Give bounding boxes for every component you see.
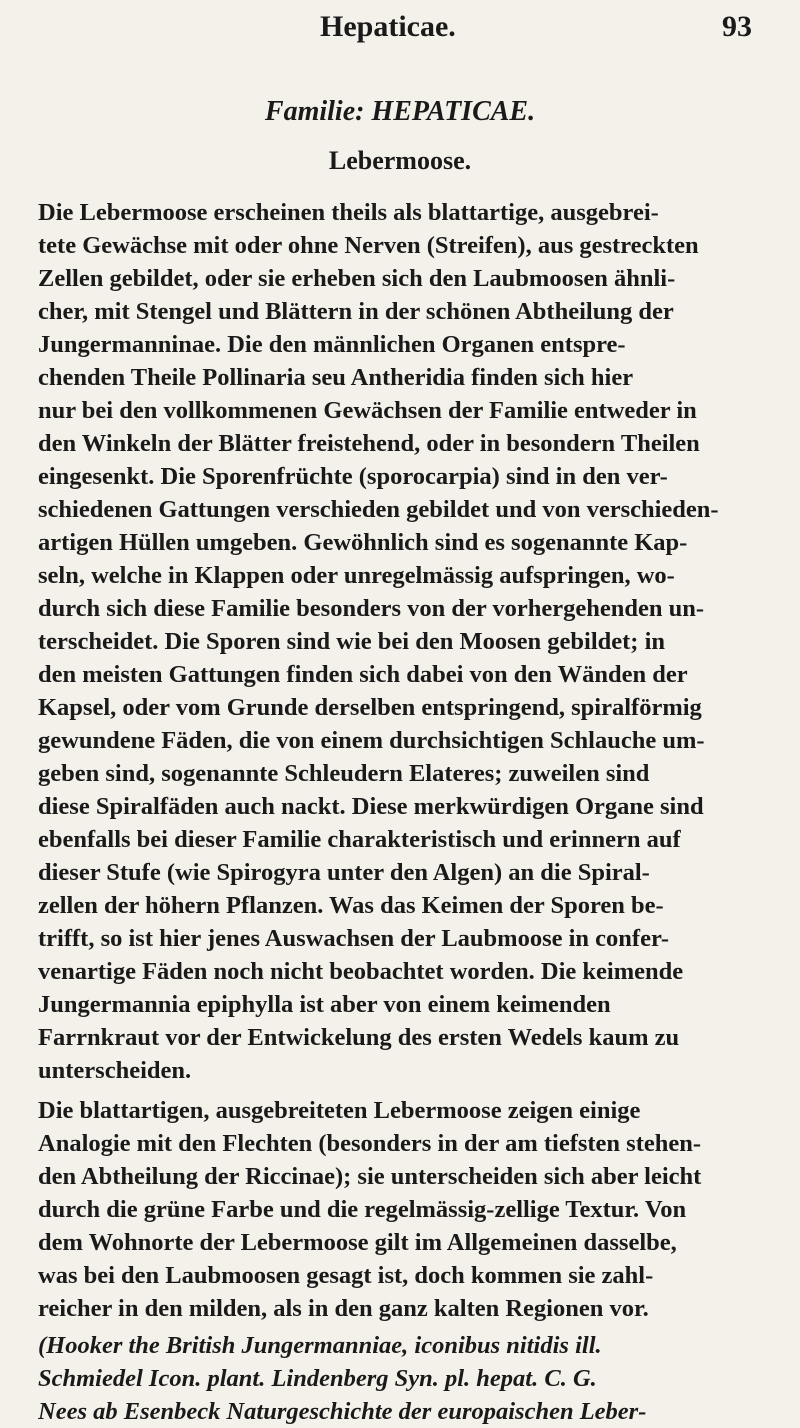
text-line: Jungermanninae. Die den männlichen Organen entspre- (38, 331, 626, 358)
text-line: Schmiedel Icon. plant. Lindenberg Syn. pl. hepat. C. G. (38, 1365, 597, 1392)
text-line: venartige Fäden noch nicht beobachtet worden. Die keimende (38, 958, 684, 985)
text-line: unterscheiden. (38, 1057, 192, 1084)
page-number: 93 (722, 10, 752, 43)
subheading: Lebermoose. (328, 146, 472, 175)
text-line: tete Gewächse mit oder ohne Nerven (Streifen), aus gestreckten (38, 232, 699, 259)
text-line: chenden Theile Pollinaria seu Antheridia finden sich hier (38, 364, 634, 391)
text-line: den Abtheilung der Riccinae); sie unterscheiden sich aber leicht (38, 1163, 702, 1190)
text-line: geben sind, sogenannte Schleudern Elateres; zuweilen sind (38, 760, 650, 787)
text-line: (Hooker the British Jungermanniae, iconibus nitidis ill. (38, 1332, 602, 1359)
text-line: Analogie mit den Flechten (besonders in der am tiefsten stehen- (38, 1130, 702, 1157)
family-heading: Familie: HEPATICAE. (264, 96, 536, 127)
text-line: eingesenkt. Die Sporenfrüchte (sporocarpia) sind in den ver- (38, 463, 668, 490)
text-line: terscheidet. Die Sporen sind wie bei den Moosen gebildet; in (38, 628, 666, 655)
text-line: artigen Hüllen umgeben. Gewöhnlich sind es sogenannte Kap- (38, 529, 688, 556)
text-line: cher, mit Stengel und Blättern in der schönen Abtheilung der (38, 298, 674, 325)
text-line: trifft, so ist hier jenes Auswachsen der Laubmoose in confer- (38, 925, 670, 952)
text-line: Die Lebermoose erscheinen theils als blattartige, ausgebrei- (38, 199, 659, 226)
text-line: was bei den Laubmoosen gesagt ist, doch kommen sie zahl- (38, 1262, 654, 1289)
text-line: ebenfalls bei dieser Familie charakteristisch und erinnern auf (38, 826, 681, 853)
text-line: schiedenen Gattungen verschieden gebildet und von verschieden- (38, 496, 719, 523)
text-line: diese Spiralfäden auch nackt. Diese merkwürdigen Organe sind (38, 793, 704, 820)
text-line: Nees ab Esenbeck Naturgeschichte der europaischen Leber- (38, 1398, 647, 1425)
text-line: seln, welche in Klappen oder unregelmässig aufspringen, wo- (38, 562, 675, 589)
text-line: Farrnkraut vor der Entwickelung des ersten Wedels kaum zu (38, 1024, 680, 1051)
text-line: den Winkeln der Blätter freistehend, oder in besondern Theilen (38, 430, 700, 457)
running-title: Hepaticae. (320, 10, 456, 43)
text-line: Jungermannia epiphylla ist aber von einem keimenden (38, 991, 611, 1018)
text-line: Die blattartigen, ausgebreiteten Lebermoose zeigen einige (38, 1097, 641, 1124)
text-line: durch die grüne Farbe und die regelmässig-zellige Textur. Von (38, 1196, 687, 1223)
text-line: zellen der höhern Pflanzen. Was das Keimen der Sporen be- (38, 892, 664, 919)
text-line: dieser Stufe (wie Spirogyra unter den Algen) an die Spiral- (38, 859, 650, 886)
text-line: durch sich diese Familie besonders von der vorhergehenden un- (38, 595, 705, 622)
text-line: dem Wohnorte der Lebermoose gilt im Allgemeinen dasselbe, (38, 1229, 677, 1256)
text-line: Zellen gebildet, oder sie erheben sich den Laubmoosen ähnli- (38, 265, 676, 292)
text-line: den meisten Gattungen finden sich dabei von den Wänden der (38, 661, 688, 688)
text-line: nur bei den vollkommenen Gewächsen der Familie entweder in (38, 397, 697, 424)
text-line: reicher in den milden, als in den ganz kalten Regionen vor. (38, 1295, 649, 1322)
page-header (0, 6, 800, 46)
text-line: Kapsel, oder vom Grunde derselben entspringend, spiralförmig (38, 694, 702, 721)
text-line: gewundene Fäden, die von einem durchsichtigen Schlauche um- (38, 727, 705, 754)
